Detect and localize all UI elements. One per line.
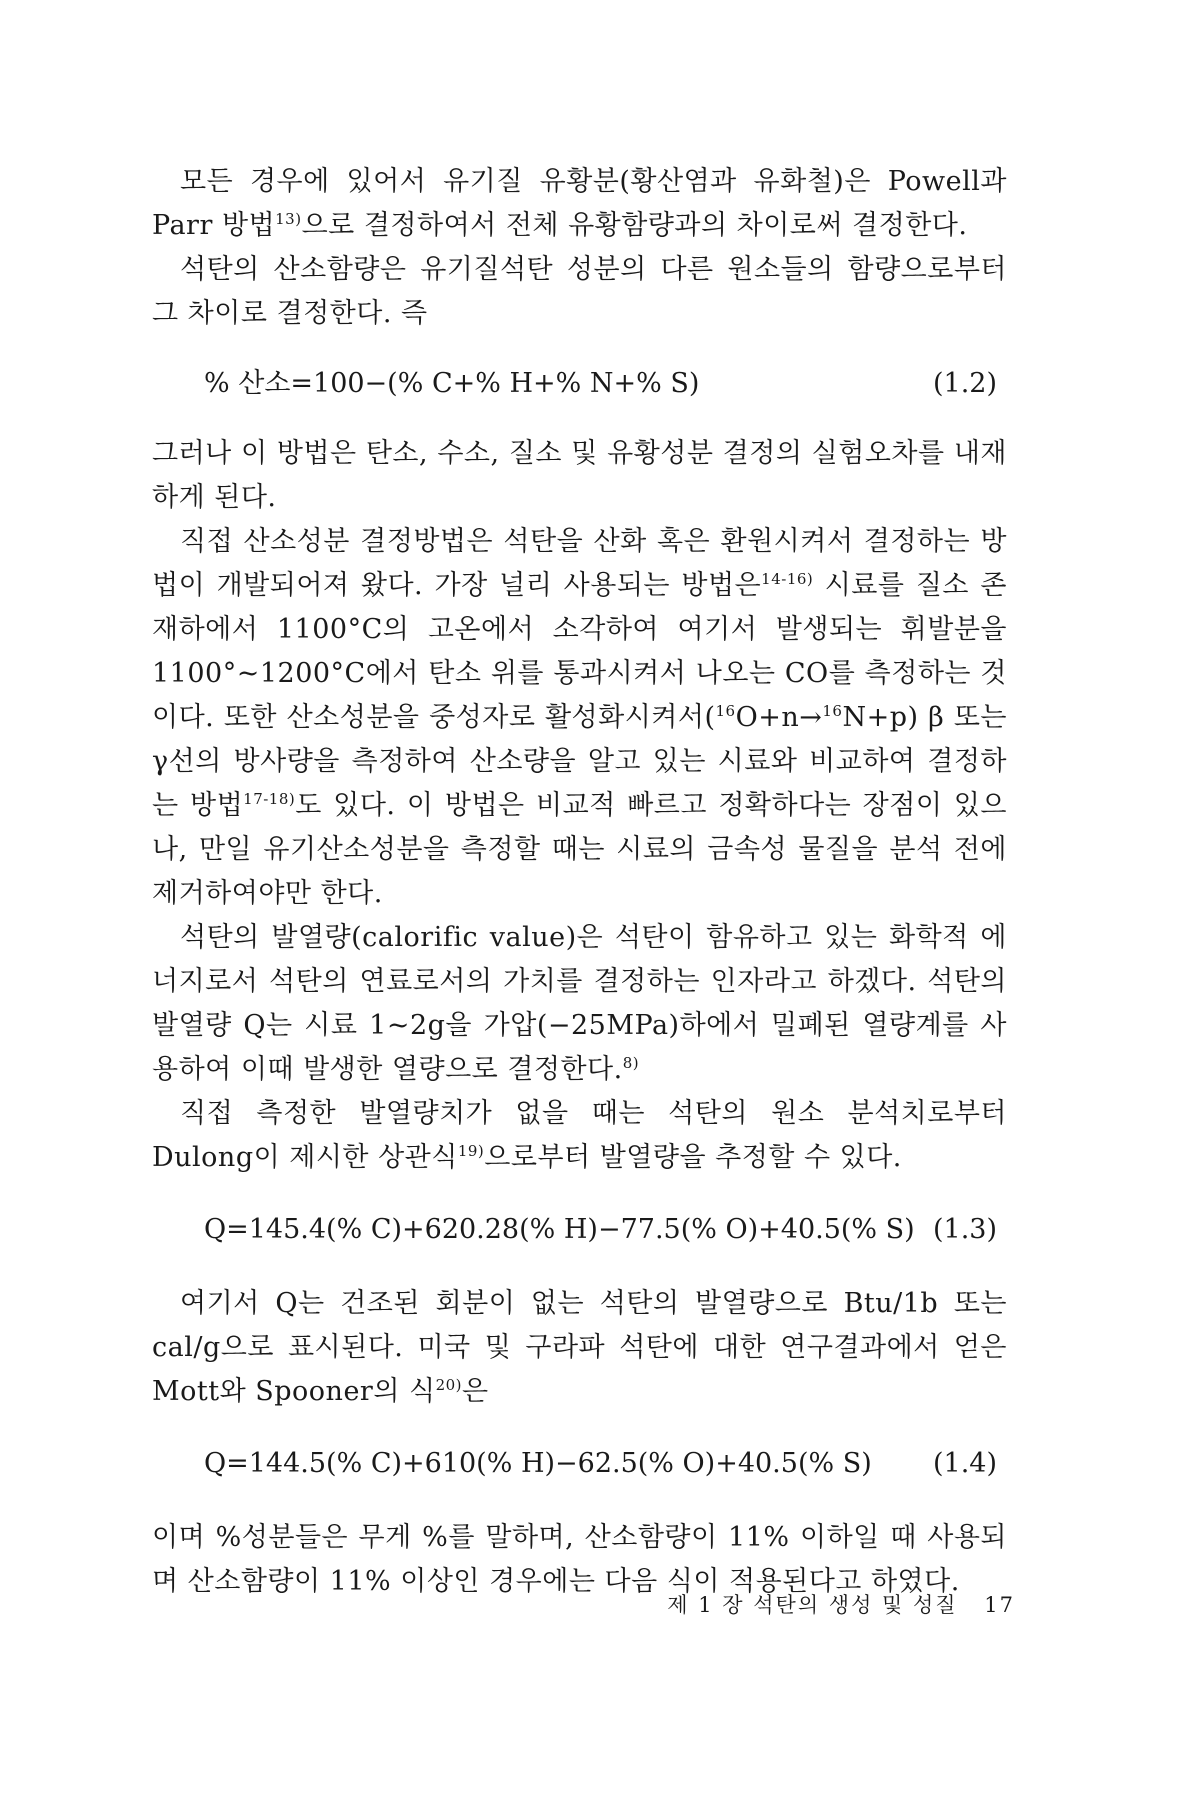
- citation-sup: 20): [435, 1376, 463, 1394]
- paragraph-text: N+p) β 또는 γ선의 방사량을 측정하여 산소량을 알고 있는 시료와 비교하여 결정하는 방법: [152, 702, 1007, 821]
- citation-sup: 14-16): [761, 570, 814, 588]
- paragraph-text: 모든 경우에 있어서 유기질 유황분(황산염과 유화철)은 Powell과 Parr 방법: [152, 166, 1007, 241]
- paragraph-error: 그러나 이 방법은 탄소, 수소, 질소 및 유황성분 결정의 실험오차를 내재하게 된다.: [152, 438, 1007, 513]
- paragraph-text: 시료를 질소 존재하에서 1100°C의 고온에서 소각하여 여기서 발생되는 휘발분을 1100°~1200°C에서 탄소 위를 통과시켜서 나오는 CO를 측정하는 것이다. 또한 산소성분을 중성자로 활성화시켜서(: [152, 570, 1007, 733]
- body-text: [152, 160, 1007, 1604]
- paragraph-text: O+n→: [735, 702, 823, 733]
- paragraph-text: 은: [462, 1376, 489, 1407]
- paragraph-mott-spooner: [152, 1282, 1007, 1414]
- paragraph-text: 직접 산소성분 결정방법은 석탄을 산화 혹은 환원시켜서 결정하는 방법이 개발되어져 왔다. 가장 널리 사용되는 방법은: [152, 526, 1007, 601]
- equation-formula: % 산소=100−(% C+% H+% N+% S): [204, 368, 700, 399]
- isotope-sup: 16: [822, 702, 843, 720]
- isotope-sup: 16: [715, 702, 736, 720]
- paragraph-calorific-value: [152, 916, 1007, 1092]
- equation-number: (1.4): [932, 1448, 997, 1479]
- citation-sup: 19): [457, 1142, 485, 1160]
- citation-sup: 8): [622, 1054, 640, 1072]
- equation-number: (1.3): [932, 1214, 997, 1245]
- equation-1-4: [152, 1442, 1007, 1486]
- chapter-title: 제 1 장 석탄의 생성 및 성질: [667, 1593, 958, 1617]
- paragraph-text: 여기서 Q는 건조된 회분이 없는 석탄의 발열량으로 Btu/1b 또는 cal/g으로 표시된다. 미국 및 구라파 석탄에 대한 연구결과에서 얻은 Mott와 Spooner의 식: [152, 1288, 1007, 1407]
- paragraph-sulfur: [152, 160, 1007, 248]
- paragraph-oxygen-content: 석탄의 산소함량은 유기질석탄 성분의 다른 원소들의 함량으로부터 그 차이로 결정한다. 즉: [152, 254, 1007, 329]
- paragraph-percent-note: 이며 %성분들은 무게 %를 말하며, 산소함량이 11% 이하일 때 사용되며 산소함량이 11% 이상인 경우에는 다음 식이 적용된다고 하였다.: [152, 1522, 1007, 1597]
- equation-formula: Q=145.4(% C)+620.28(% H)−77.5(% O)+40.5(% S): [204, 1214, 915, 1245]
- paragraph-text: 석탄의 발열량(calorific value)은 석탄이 함유하고 있는 화학적 에너지로서 석탄의 연료로서의 가치를 결정하는 인자라고 하겠다. 석탄의 발열량 Q는 시료 1~2g을 가압(−25MPa)하에서 밀폐된 열량계를 사용하여 이때 발생한 열량으로 결정한다.: [152, 922, 1007, 1085]
- paragraph-dulong: [152, 1092, 1007, 1180]
- equation-number: (1.2): [932, 368, 997, 399]
- citation-sup: 17-18): [243, 790, 296, 808]
- equation-1-2: [152, 362, 1007, 406]
- paragraph-text: 직접 측정한 발열량치가 없을 때는 석탄의 원소 분석치로부터 Dulong이 제시한 상관식: [152, 1098, 1007, 1173]
- paragraph-text: 도 있다. 이 방법은 비교적 빠르고 정확하다는 장점이 있으나, 만일 유기산소성분을 측정할 때는 시료의 금속성 물질을 분석 전에 제거하여야만 한다.: [152, 790, 1007, 909]
- paragraph-text: 으로부터 발열량을 추정할 수 있다.: [484, 1142, 902, 1173]
- equation-formula: Q=144.5(% C)+610(% H)−62.5(% O)+40.5(% S): [204, 1448, 872, 1479]
- citation-sup: 13): [275, 210, 302, 228]
- equation-1-3: [152, 1208, 1007, 1252]
- page-footer: [595, 1590, 1015, 1620]
- paragraph-text: 으로 결정하여서 전체 유황함량과의 차이로써 결정한다.: [301, 210, 968, 241]
- page-number: 17: [984, 1593, 1015, 1617]
- paragraph-direct-method: [152, 520, 1007, 916]
